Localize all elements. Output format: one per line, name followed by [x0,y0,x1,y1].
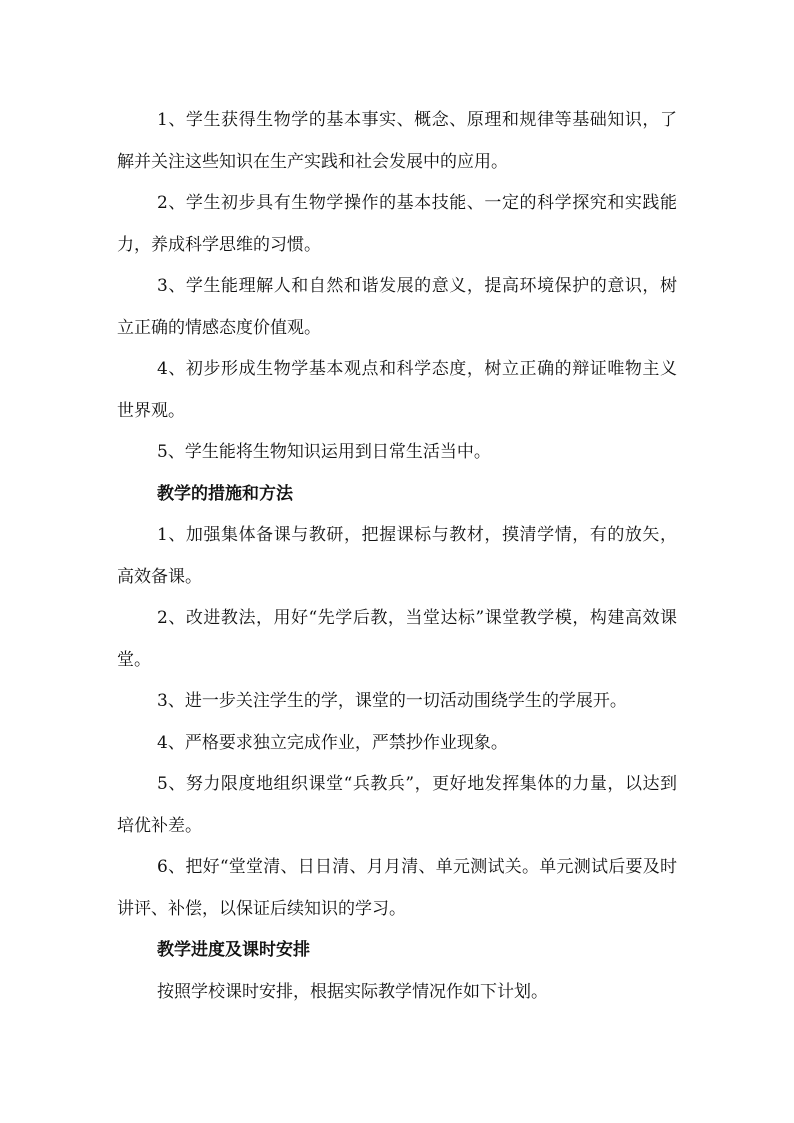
goal-item-2: 2、学生初步具有生物学操作的基本技能、一定的科学探究和实践能力，养成科学思维的习惯。 [117,193,677,255]
goal-item-5: 5、学生能将生物知识运用到日常生活当中。 [157,442,491,462]
section-heading-measures: 教学的措施和方法 [157,483,293,504]
document-body [117,100,677,1013]
measure-item-4: 4、严格要求独立完成作业，严禁抄作业现象。 [157,732,508,753]
measure-item-3: 3、进一步关注学生的学，课堂的一切活动围绕学生的学展开。 [157,691,627,711]
measure-item-2: 2、改进教法，用好“先学后教，当堂达标”课堂教学模，构建高效课堂。 [117,608,677,670]
goal-item-4: 4、初步形成生物学基本观点和科学态度，树立正确的辩证唯物主义世界观。 [117,359,677,421]
section-heading-schedule: 教学进度及课时安排 [157,940,310,960]
measure-item-6: 6、把好“堂堂清、日日清、月月清、单元测试关。单元测试后要及时讲评、补偿，以保证后续知识的学习。 [117,857,677,919]
schedule-intro: 按照学校课时安排，根据实际教学情况作如下计划。 [157,981,548,1002]
measure-item-1: 1、加强集体备课与教研，把握课标与教材，摸清学情，有的放矢，高效备课。 [117,525,677,587]
measure-item-5: 5、努力限度地组织课堂“兵教兵”，更好地发挥集体的力量，以达到培优补差。 [117,774,677,836]
goal-item-1: 1、学生获得生物学的基本事实、概念、原理和规律等基础知识，了解并关注这些知识在生产实践和社会发展中的应用。 [117,110,677,172]
goal-item-3: 3、学生能理解人和自然和谐发展的意义，提高环境保护的意识，树立正确的情感态度价值观。 [117,276,677,338]
